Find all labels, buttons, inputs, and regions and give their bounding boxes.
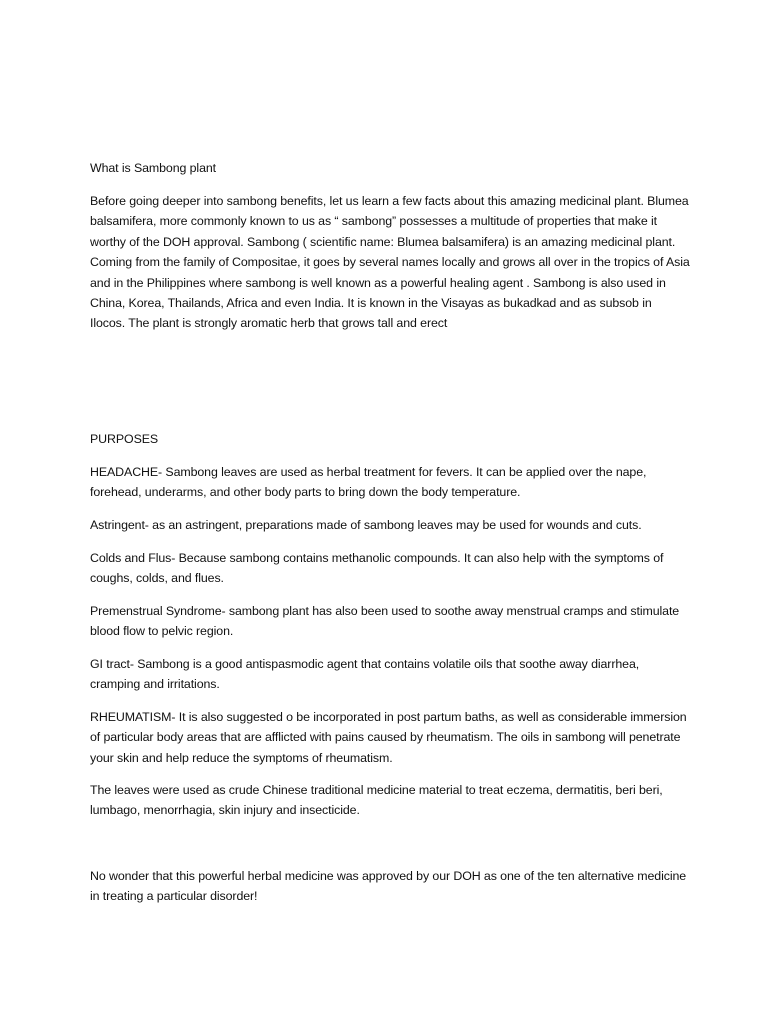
purpose-colds-flus: Colds and Flus- Because sambong contains methanolic compounds. It can also help with the symptoms of coughs, colds, and flues.: [90, 551, 664, 586]
section-heading: PURPOSES: [90, 432, 159, 446]
purpose-headache: HEADACHE- Sambong leaves are used as herbal treatment for fevers. It can be applied over the nape, forehead, underarms, and other body parts to bring down the body temperature.: [90, 465, 647, 500]
purpose-astringent: Astringent- as an astringent, preparations made of sambong leaves may be used for wounds and cuts.: [90, 518, 642, 532]
document-title: What is Sambong plant: [90, 161, 217, 175]
conclusion-paragraph: No wonder that this powerful herbal medicine was approved by our DOH as one of the ten alternative medicine in treating a particular disorder!: [90, 869, 687, 904]
purpose-chinese-medicine: The leaves were used as crude Chinese traditional medicine material to treat eczema, dermatitis, beri beri, lumbago, menorrhagia, skin injury and insecticide.: [90, 783, 663, 818]
purpose-rheumatism: RHEUMATISM- It is also suggested o be incorporated in post partum baths, as well as considerable immersion of particular body areas that are afflicted with pains caused by rheumatism. The oils in sambong will penetrate your skin and help reduce the symptoms of rheumatism.: [90, 710, 687, 765]
purpose-gi-tract: GI tract- Sambong is a good antispasmodic agent that contains volatile oils that soothe away diarrhea, cramping and irritations.: [90, 657, 640, 692]
intro-paragraph: Before going deeper into sambong benefits, let us learn a few facts about this amazing medicinal plant. Blumea balsamifera, more commonly known to us as “ sambong” possesses a multitude of properties that make it worthy of the DOH approval. Sambong ( scientific name: Blumea balsamifera) is an amazing medicinal plant. Coming from the family of Compositae, it goes by several names locally and grows all over in the tropics of Asia and in the Philippines where sambong is well known as a powerful healing agent . Sambong is also used in China, Korea, Thailands, Africa and even India. It is known in the Visayas as bukadkad and as subsob in Ilocos. The plant is strongly aromatic herb that grows tall and erect: [90, 194, 690, 331]
purpose-premenstrual: Premenstrual Syndrome- sambong plant has also been used to soothe away menstrual cramps and stimulate blood flow to pelvic region.: [90, 604, 680, 639]
